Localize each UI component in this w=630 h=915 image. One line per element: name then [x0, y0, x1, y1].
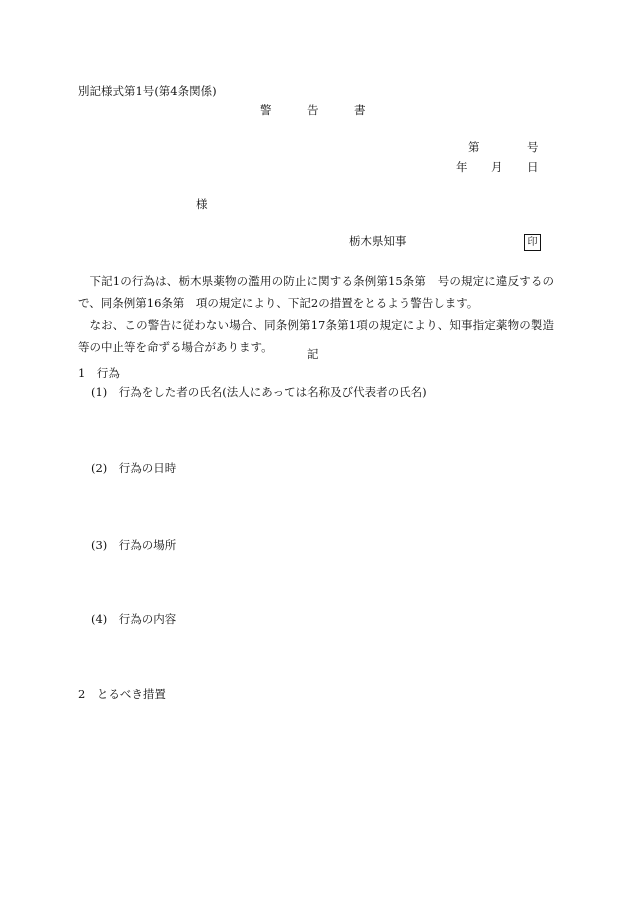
- doc-no-prefix: 第: [468, 140, 480, 154]
- section-1-heading: 1 行為: [78, 366, 120, 380]
- item-3: (3) 行為の場所: [91, 538, 177, 552]
- ki-heading: 記: [307, 347, 319, 361]
- form-number: 別記様式第1号(第4条関係): [78, 84, 217, 98]
- item-4: (4) 行為の内容: [91, 612, 177, 626]
- section-2-heading: 2 とるべき措置: [78, 687, 166, 701]
- item-2: (2) 行為の日時: [91, 461, 177, 475]
- doc-no-suffix: 号: [527, 140, 539, 154]
- date-day: 日: [527, 160, 539, 174]
- date-month: 月: [491, 160, 503, 174]
- date-year: 年: [456, 160, 468, 174]
- title-char-2: 告: [307, 103, 319, 117]
- body-paragraph-2: なお、この警告に従わない場合、同条例第17条第1項の規定により、知事指定薬物の製造等の中止等を命ずる場合があります。: [78, 318, 554, 354]
- addressee-suffix: 様: [196, 197, 208, 211]
- body-paragraph-1: 下記1の行為は、栃木県薬物の濫用の防止に関する条例第15条第 号の規定に違反するので、同条例第16条第 項の規定により、下記2の措置をとるよう警告します。: [78, 274, 554, 310]
- seal-mark: 印: [524, 234, 541, 251]
- title-char-3: 書: [354, 103, 366, 117]
- item-1: (1) 行為をした者の氏名(法人にあっては名称及び代表者の氏名): [91, 385, 427, 399]
- issuer-name: 栃木県知事: [349, 234, 407, 248]
- title-char-1: 警: [260, 103, 272, 117]
